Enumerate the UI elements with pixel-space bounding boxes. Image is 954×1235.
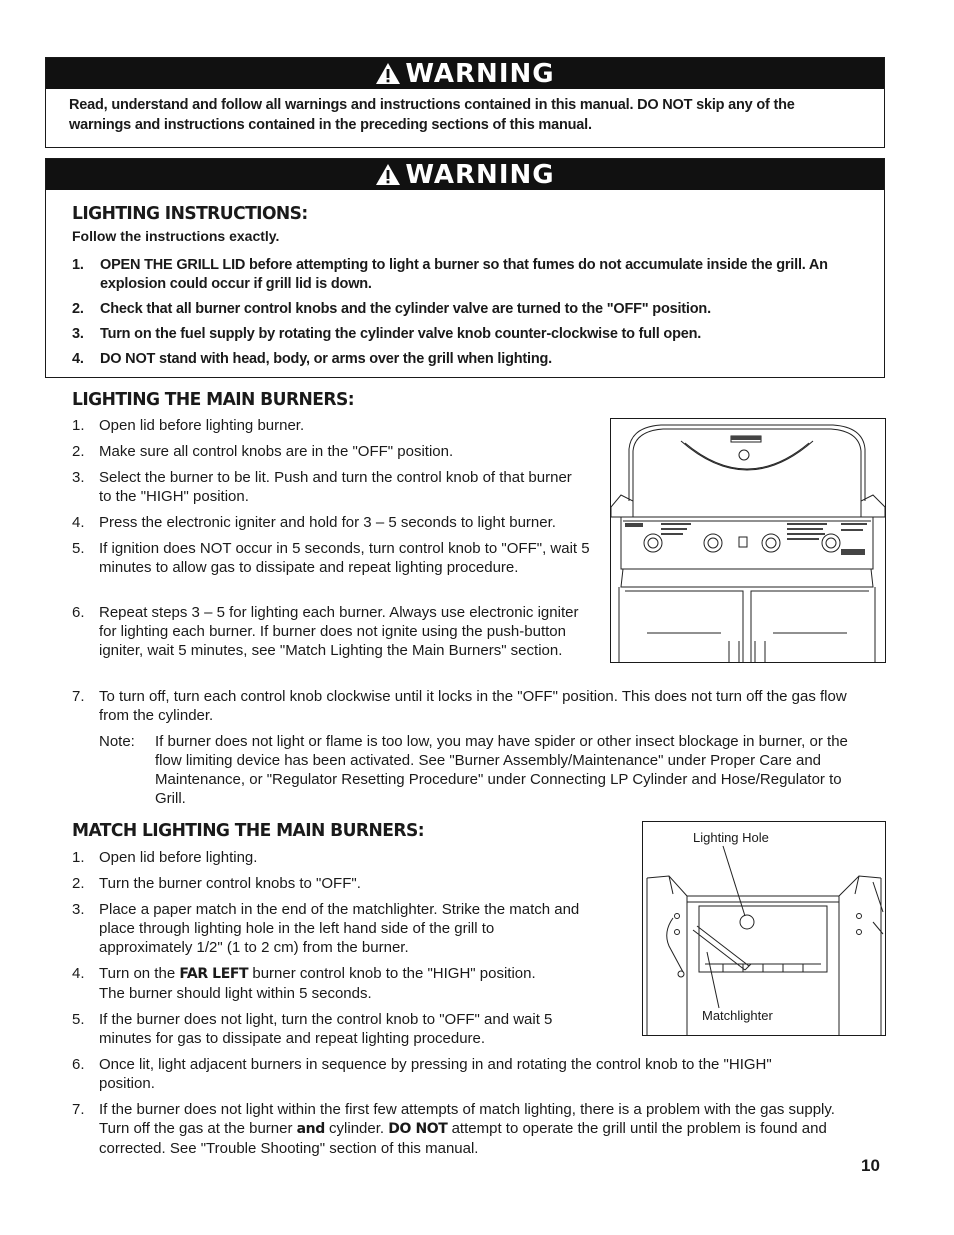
grill-illustration [611,419,885,662]
matchlighter-figure [642,821,886,1036]
matchlighter-illustration [643,822,885,1035]
warning-triangle-icon [375,163,401,186]
lighting-hole-label: Lighting Hole [693,830,769,845]
warning-title: WARNING [405,58,555,89]
lighting-instructions-heading: LIGHTING INSTRUCTIONS: [72,203,308,224]
warning-banner [46,159,884,190]
do-not-emphasis: DO NOT [388,1121,448,1137]
matchlighter-label: Matchlighter [702,1008,773,1023]
warning-title: WARNING [405,159,555,190]
page-number: 10 [861,1156,880,1175]
warning-text: Read, understand and follow all warnings and instructions contained in this manual. DO NOT skip any of the warnings and instructions contained in the preceding sections of this manual. [69,97,795,133]
warning-banner [46,58,884,89]
main-burners-heading: LIGHTING THE MAIN BURNERS: [72,389,355,410]
grill-front-figure [610,418,886,663]
note-label: Note: [99,733,135,750]
lighting-instructions-subheading: Follow the instructions exactly. [72,228,280,244]
warning-box-1 [45,57,885,148]
far-left-emphasis: FAR LEFT [179,966,249,982]
warning-triangle-icon [375,62,401,85]
and-emphasis: and [296,1121,325,1137]
note-text: If burner does not light or flame is too low, you may have spider or other insect blockage in burner, or the flow limiting device has been activated. See "Burner Assembly/Maintenance" under Proper Care and Maintenance, or "Regulator Resetting Procedure" under Connecting LP Cylinder and Hose/Regulator to Grill. [155,733,848,807]
match-lighting-heading: MATCH LIGHTING THE MAIN BURNERS: [72,820,424,841]
